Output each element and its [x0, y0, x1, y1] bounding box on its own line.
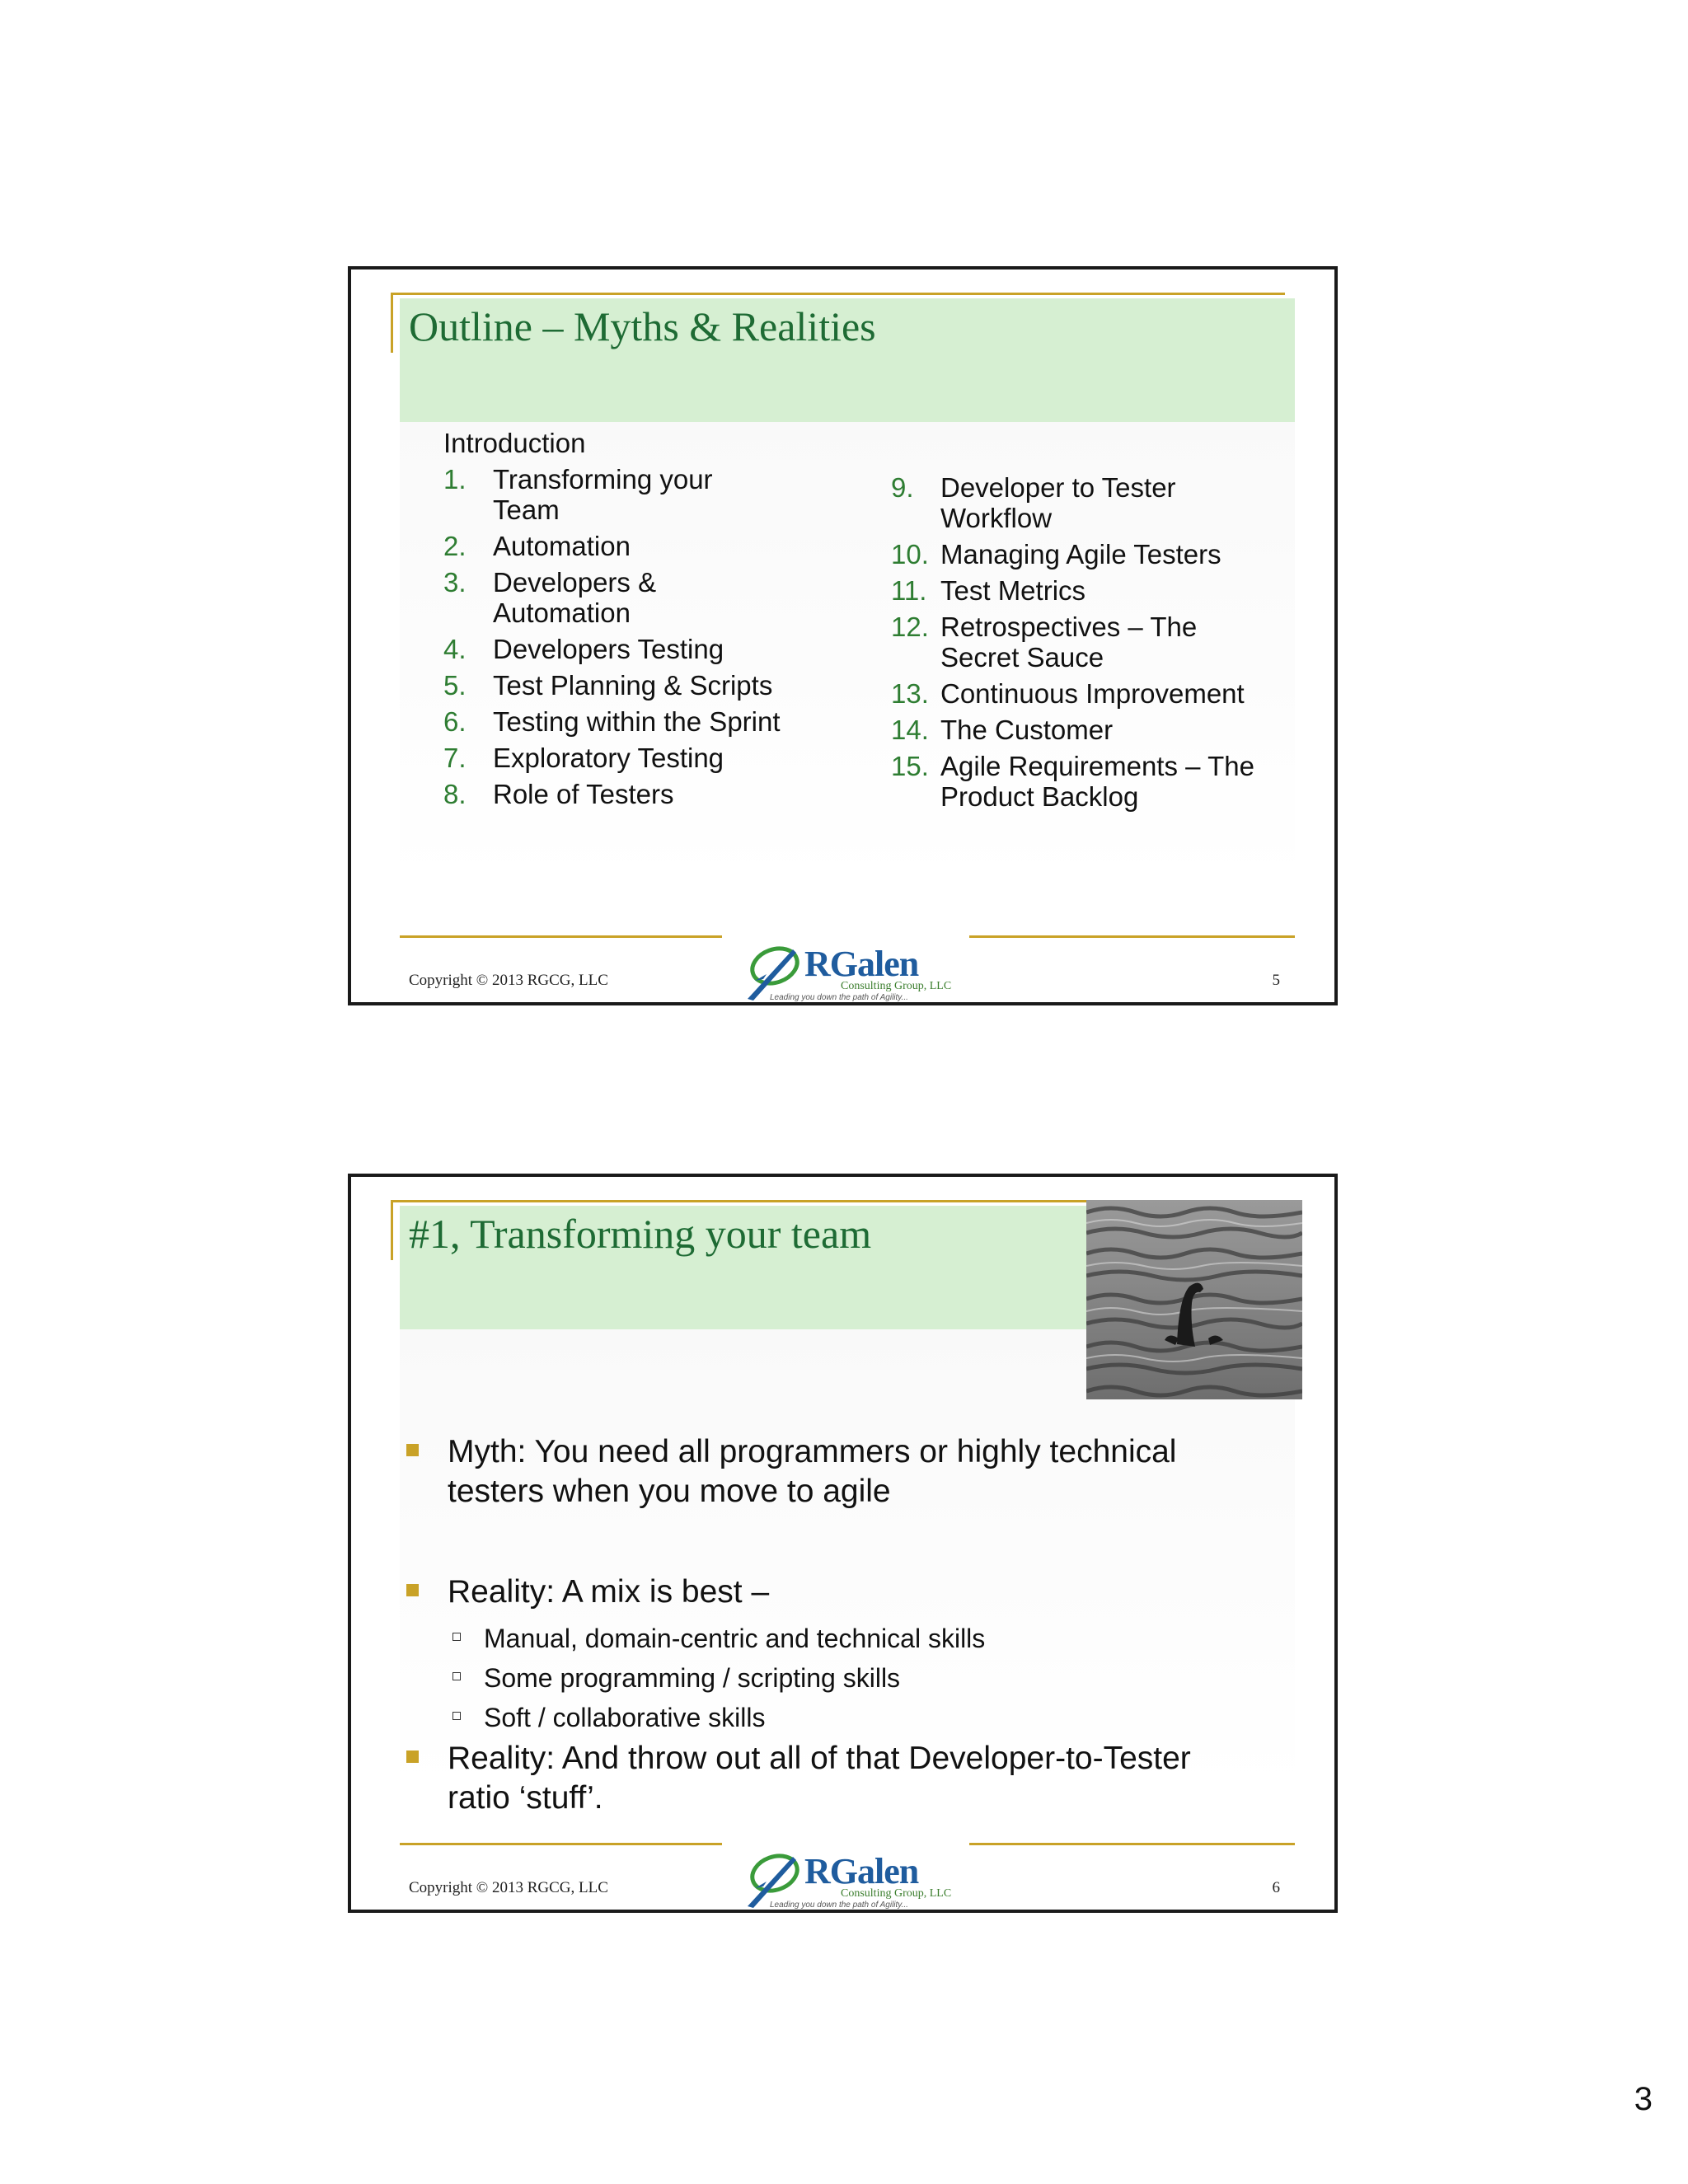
item-number: 7.	[443, 743, 467, 773]
list-item	[891, 575, 1287, 606]
list-item	[891, 472, 1287, 533]
document-page-number: 3	[1634, 2081, 1653, 2117]
list-item	[891, 539, 1287, 569]
item-number: 10.	[891, 539, 929, 569]
outline-left-column	[443, 464, 798, 815]
bullet-square-icon	[406, 1444, 419, 1456]
sub-bullet-text: Some programming / scripting skills	[484, 1663, 901, 1693]
item-text: Testing within the Sprint	[493, 706, 781, 737]
item-number: 5.	[443, 670, 467, 701]
copyright-text: Copyright © 2013 RGCG, LLC	[409, 972, 608, 989]
list-item	[443, 531, 798, 561]
item-text: Transforming your Team	[493, 464, 713, 525]
rgalen-logo	[743, 1849, 952, 1910]
item-text: The Customer	[940, 715, 1114, 745]
copyright-text: Copyright © 2013 RGCG, LLC	[409, 1879, 608, 1896]
list-item	[443, 670, 798, 701]
logo-subtitle: Consulting Group, LLC	[841, 980, 952, 992]
item-text: Developer to Tester Workflow	[940, 472, 1176, 533]
footer-rule	[400, 1843, 722, 1845]
item-text: Managing Agile Testers	[940, 539, 1221, 569]
sub-bullet	[449, 1622, 985, 1655]
logo-subtitle: Consulting Group, LLC	[841, 1887, 952, 1900]
list-item	[891, 751, 1287, 812]
list-item	[891, 612, 1287, 673]
item-number: 6.	[443, 706, 467, 737]
item-text: Continuous Improvement	[940, 678, 1245, 709]
footer-rule	[400, 935, 722, 938]
logo-tagline: Leading you down the path of Agility...	[770, 993, 908, 1002]
slide-outline	[348, 266, 1338, 1005]
item-number: 2.	[443, 531, 467, 561]
sub-bullet	[449, 1661, 900, 1694]
sub-bullet-text: Manual, domain-centric and technical skills	[484, 1624, 986, 1653]
outline-right-column	[891, 472, 1287, 818]
item-text: Developers & Automation	[493, 567, 657, 628]
item-text: Developers Testing	[493, 634, 724, 664]
item-text: Test Metrics	[940, 575, 1086, 606]
bullet-text: Myth: You need all programmers or highly technical testers when you move to agile	[448, 1434, 1177, 1509]
bullet-square-icon	[406, 1584, 419, 1596]
slide-transforming-team	[348, 1174, 1338, 1913]
bullet-square-icon	[406, 1750, 419, 1763]
item-number: 13.	[891, 678, 929, 709]
bullet-reality-mix	[400, 1572, 1249, 1612]
item-number: 15.	[891, 751, 929, 781]
item-number: 9.	[891, 472, 914, 503]
item-number: 3.	[443, 567, 467, 598]
item-text: Test Planning & Scripts	[493, 670, 773, 701]
logo-name: RGalen	[804, 944, 919, 984]
slide-number: 6	[1272, 1879, 1280, 1896]
bullet-box-icon	[452, 1633, 461, 1641]
logo-tagline: Leading you down the path of Agility...	[770, 1900, 908, 1910]
item-number: 14.	[891, 715, 929, 745]
bullet-myth	[400, 1432, 1249, 1511]
list-item	[443, 743, 798, 773]
item-number: 11.	[891, 575, 927, 606]
slide-number: 5	[1272, 972, 1280, 989]
list-item	[443, 567, 798, 628]
footer-rule	[969, 1843, 1295, 1845]
list-item	[891, 678, 1287, 709]
list-item	[443, 779, 798, 809]
item-number: 8.	[443, 779, 467, 809]
item-text: Role of Testers	[493, 779, 674, 809]
sub-bullet-text: Soft / collaborative skills	[484, 1703, 766, 1732]
footer-rule	[969, 935, 1295, 938]
logo-name: RGalen	[804, 1851, 919, 1891]
item-text: Agile Requirements – The Product Backlog	[940, 751, 1254, 812]
item-text: Exploratory Testing	[493, 743, 724, 773]
list-item	[443, 634, 798, 664]
slide-title: Outline – Myths & Realities	[409, 303, 876, 349]
intro-label: Introduction	[443, 428, 586, 458]
item-number: 1.	[443, 464, 467, 494]
item-text: Automation	[493, 531, 631, 561]
sub-bullet	[449, 1701, 765, 1734]
loch-ness-photo	[1086, 1200, 1302, 1399]
bullet-box-icon	[452, 1712, 461, 1720]
item-number: 4.	[443, 634, 467, 664]
list-item	[443, 464, 798, 525]
bullet-box-icon	[452, 1672, 461, 1680]
slide-title: #1, Transforming your team	[409, 1211, 872, 1257]
bullet-text: Reality: A mix is best –	[448, 1574, 770, 1610]
item-text: Retrospectives – The Secret Sauce	[940, 612, 1198, 673]
list-item	[443, 706, 798, 737]
bullet-text: Reality: And throw out all of that Developer-to-Tester ratio ‘stuff’.	[448, 1741, 1191, 1816]
item-number: 12.	[891, 612, 929, 642]
list-item	[891, 715, 1287, 745]
bullet-reality-ratio	[400, 1739, 1249, 1818]
rgalen-logo	[743, 941, 952, 1003]
